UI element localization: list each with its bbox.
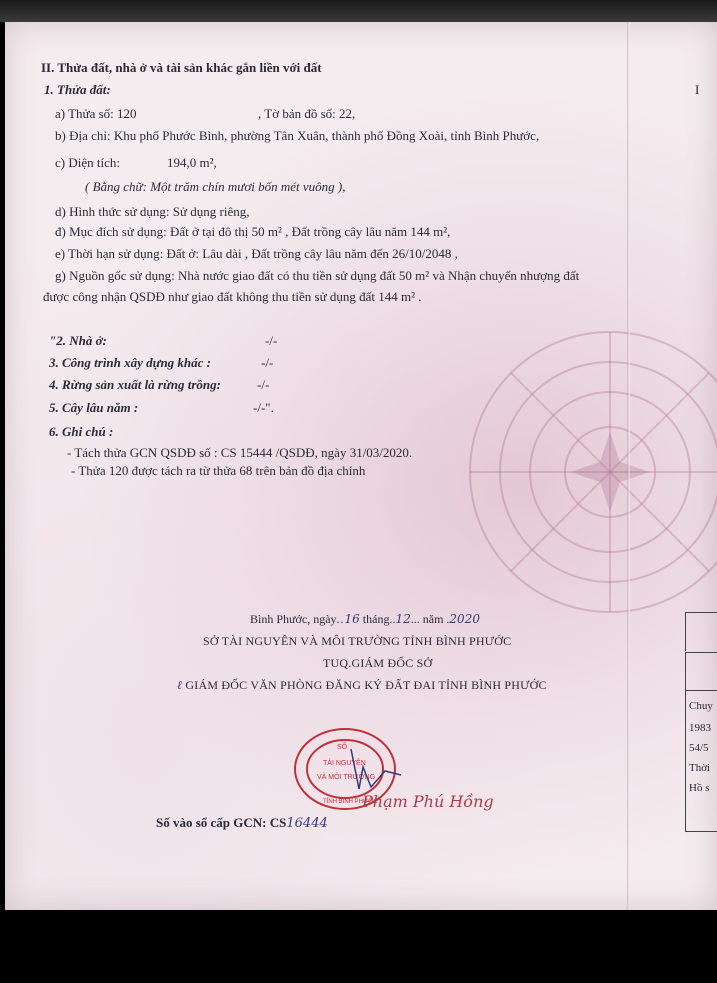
office-mark: ℓ <box>177 678 183 692</box>
use-purpose: đ) Mục đích sử dụng: Đất ở tại đô thị 50 m² , Đất trồng cây lâu năm 144 m², <box>55 224 451 239</box>
svg-text:TÀI NGUYÊN: TÀI NGUYÊN <box>323 760 366 767</box>
note-line-2: - Thửa 120 được tách ra từ thửa 68 trên bản đồ địa chính <box>71 463 366 478</box>
origin-line-1: g) Nguồn gốc sử dụng: Nhà nước giao đất có thu tiền sử dụng đất 50 m² và Nhận chuyển nhượng đất <box>55 268 580 283</box>
signing-date: Bình Phước, ngày..16 tháng..12... năm .2020 <box>250 612 480 626</box>
side-text-3: 54/5 <box>689 742 709 754</box>
year-label: năm <box>422 612 444 626</box>
registry-label-text: Số vào sổ cấp GCN: CS <box>156 815 287 830</box>
house-label: "2. Nhà ở: <box>49 333 107 348</box>
map-sheet: , Tờ bản đồ số: 22, <box>258 106 356 121</box>
address: b) Địa chỉ: Khu phố Phước Bình, phường Tân Xuân, thành phố Đồng Xoài, tỉnh Bình Phước, <box>55 128 540 143</box>
forest-label: 4. Rừng sản xuất là rừng trồng: <box>49 377 221 392</box>
use-term: e) Thời hạn sử dụng: Đất ở: Lâu dài , Đất trồng cây lâu năm đến 26/10/2048 , <box>55 246 458 261</box>
origin-line-2: được công nhận QSDĐ như giao đất không thu tiền sử dụng đất 144 m² . <box>43 289 422 304</box>
note-line-1: - Tách thửa GCN QSDĐ số : CS 15444 /QSDĐ, ngày 31/03/2020. <box>67 445 413 460</box>
svg-text:SỐ: SỐ <box>337 744 348 751</box>
side-text-5: Hồ s <box>689 782 710 794</box>
date-year: 2020 <box>449 612 480 626</box>
edge-mark: I <box>695 82 700 97</box>
forest-value: -/- <box>257 377 270 392</box>
area-label: c) Diện tích: <box>55 155 120 170</box>
construction-label: 3. Công trình xây dựng khác : <box>49 355 212 370</box>
certificate-page <box>5 22 717 910</box>
bottom-black-area <box>0 910 717 983</box>
house-value: -/- <box>265 333 278 348</box>
agency-name: SỞ TÀI NGUYÊN VÀ MÔI TRƯỜNG TỈNH BÌNH PHƯỚC <box>203 634 512 648</box>
area-in-words: ( Bằng chữ: Một trăm chín mươi bốn mét vuông ), <box>85 179 346 194</box>
construction-value: -/- <box>261 355 274 370</box>
date-month: 12 <box>395 612 411 626</box>
side-text-2: 1983 <box>689 722 711 734</box>
land-heading: 1. Thửa đất: <box>44 82 111 97</box>
section-title: II. Thửa đất, nhà ở và tài sản khác gắn liền với đất <box>41 60 322 75</box>
date-prefix: Bình Phước, ngày <box>250 612 337 626</box>
perennial-label: 5. Cây lâu năm : <box>49 400 139 415</box>
use-form: d) Hình thức sử dụng: Sử dụng riêng, <box>55 204 250 219</box>
side-text-4: Thời <box>689 762 711 774</box>
side-table-cell-2 <box>685 652 717 693</box>
drum-emblem-watermark <box>460 322 717 622</box>
month-label: tháng <box>362 612 390 626</box>
area-value: 194,0 m², <box>167 155 217 170</box>
for-director: TUQ.GIÁM ĐỐC SỞ <box>323 656 433 670</box>
registry-label <box>156 815 328 831</box>
date-day: 16 <box>344 612 360 626</box>
svg-text:VÀ MÔI TRƯỜNG: VÀ MÔI TRƯỜNG <box>317 774 376 781</box>
side-table-cell-1 <box>685 612 717 651</box>
notes-heading: 6. Ghi chú : <box>49 424 114 439</box>
parcel-number: a) Thửa số: 120 <box>55 106 137 121</box>
registry-number: 16444 <box>286 816 328 831</box>
signer-name: Phạm Phú Hồng <box>362 792 494 811</box>
top-frame <box>0 0 717 22</box>
svg-text:TỈNH BÌNH PHƯỚC: TỈNH BÌNH PHƯỚC <box>323 799 378 805</box>
office-title <box>177 678 547 693</box>
side-text-1: Chuy <box>689 700 713 712</box>
office-title-text: GIÁM ĐỐC VĂN PHÒNG ĐĂNG KÝ ĐẤT ĐAI TỈNH BÌNH PHƯỚC <box>185 678 547 692</box>
perennial-value: -/-". <box>253 400 274 415</box>
page-fold <box>627 22 630 910</box>
